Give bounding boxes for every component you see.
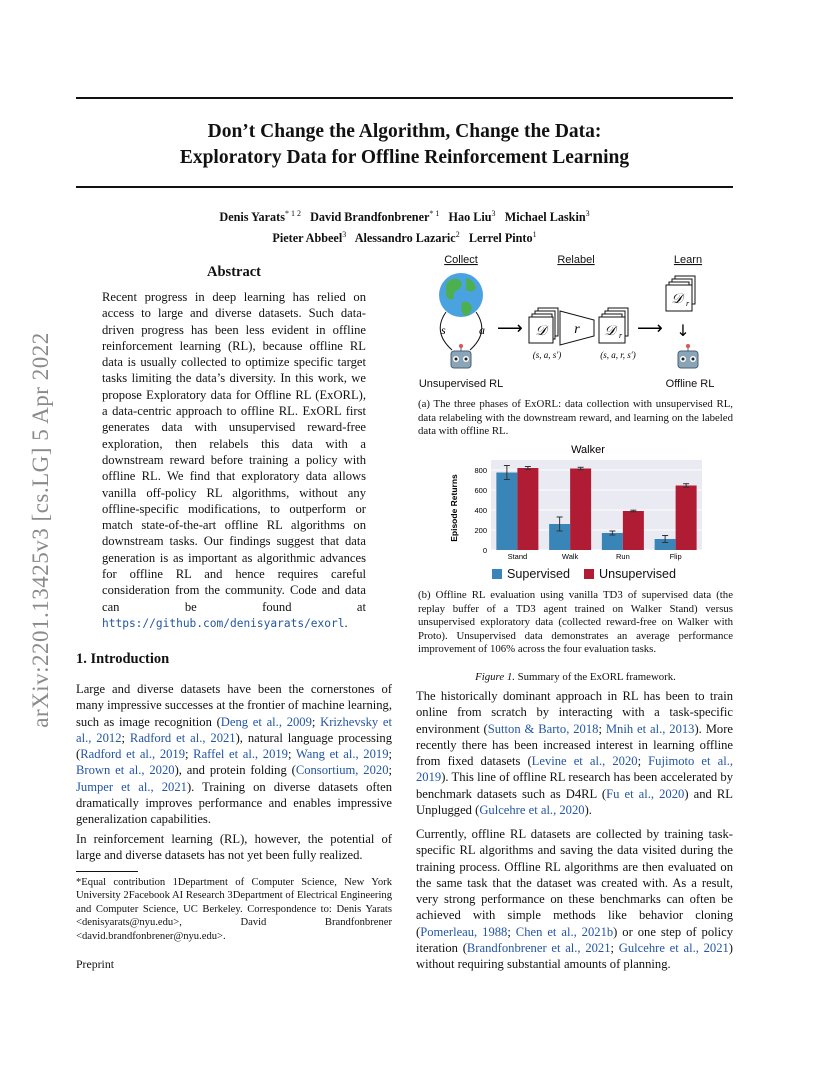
footnote: *Equal contribution 1Department of Computer Science, New York University 2Facebook AI Research 3Department of Electrical Engineering and Computer Science, UC Berkeley. Correspondence to: Denis Yarats <denisyarats@nyu.edu>, David Brandfonbrener <david.brandfonbrener@nyu.edu>. — [76, 877, 392, 942]
caption-a: (a) The three phases of ExORL: data collection with unsupervised RL, data relabeling with the downstream reward, and learning on the labeled data with offline RL. — [418, 398, 733, 438]
author: Michael Laskin — [504, 210, 586, 225]
author: Denis Yarats — [219, 210, 285, 225]
collect-label: Collect — [444, 254, 478, 266]
y-axis-label: Episode Returns — [449, 474, 459, 542]
top-rule — [76, 97, 733, 99]
footnote-rule — [76, 871, 138, 872]
citation-link[interactable]: Sutton & Barto, 2018 — [487, 721, 599, 736]
bottom-rule — [76, 186, 733, 188]
citation-link[interactable]: Consortium, 2020 — [295, 763, 389, 778]
author: Lerrel Pinto — [468, 231, 533, 246]
section-heading: 1. Introduction — [76, 651, 170, 667]
bar-unsupervised-walk — [570, 469, 591, 551]
preprint-label: Preprint — [76, 957, 115, 971]
arxiv-stamp — [30, 310, 52, 750]
y-tick-label: 0 — [482, 546, 487, 555]
bar-unsupervised-flip — [676, 486, 697, 551]
citation-link[interactable]: Levine et al., 2020 — [531, 754, 638, 769]
author-affiliation: 3 — [585, 209, 590, 218]
reward-symbol: r — [574, 322, 580, 337]
tuple-label: (s, a, s′) — [532, 350, 562, 360]
tuple-label: (s, a, r, s′) — [600, 350, 636, 360]
y-tick-label: 200 — [474, 526, 487, 535]
citation-link[interactable]: Radford et al., 2019 — [80, 747, 186, 762]
learn-dataset-icon — [666, 276, 695, 311]
dataset-subscript: r — [686, 299, 690, 308]
citation-link[interactable]: Fu et al., 2020 — [606, 786, 685, 801]
arrow-right-icon: ⟶ — [637, 318, 663, 339]
offline-rl-label: Offline RL — [665, 378, 715, 390]
exorl-diagram — [412, 250, 737, 392]
citation-link[interactable]: Gulcehre et al., 2020 — [479, 803, 585, 818]
legend-swatch-unsupervised — [584, 569, 594, 579]
dataset-stack-icon — [529, 308, 558, 343]
citation-link[interactable]: Mnih et al., 2013 — [605, 721, 695, 736]
legend-label-unsupervised: Unsupervised — [599, 567, 677, 581]
abstract-text: Recent progress in deep learning has relied on access to large and diverse datasets. Such data-driven progress has been less evident in offline reinforcement learning (RL), because offline RL data is usually collected to optimize specific target tasks limiting the data’s diversity. In this work, we propose Exploratory data for Offline RL (ExORL), a data-centric approach to offline RL. ExORL first generates data with unsupervised reward-free exploration, then relabels this data with a downstream reward before training a policy with offline RL. We find that exploratory data allows vanilla off-policy RL algorithms, without any offline-specific modifications, to outperform or match state-of-the-art offline RL algorithms on downstream tasks. Our findings suggest that data generation is as important as algorithmic advances for offline RL and hence requires careful consideration from the community. Code and data can be found at — [102, 290, 366, 614]
bar-unsupervised-run — [623, 511, 644, 550]
figure-caption-text: Summary of the ExORL framework. — [514, 671, 676, 683]
x-tick-label: Stand — [507, 552, 528, 561]
legend-swatch-supervised — [492, 569, 502, 579]
x-tick-label: Flip — [669, 552, 682, 561]
intro-paragraph-1: Large and diverse datasets have been the cornerstones of many impressive successes at the frontier of machine learning, such as image recognition (Deng et al., 2009; Krizhevsky et al., 2012; Radford et al., 2021), natural language processing (Radford et al., 2019; Raffel et al., 2019; Wang et al., 2019; Brown et al., 2020), and protein folding (Consortium, 2020; Jumper et al., 2021). Training on diverse datasets often dramatically improves performance and enables impressive generalization capabilities. — [76, 682, 392, 827]
figure-label: Figure 1. — [475, 671, 515, 683]
author: Alessandro Lazaric — [354, 231, 456, 246]
abstract-heading: Abstract — [207, 264, 261, 280]
intro-paragraph-2: In reinforcement learning (RL), however, the potential of large and diverse datasets has not yet been fully realized. — [76, 832, 392, 863]
learn-label: Learn — [673, 254, 703, 266]
globe-icon — [439, 273, 483, 317]
right-paragraph-1: The historically dominant approach in RL has been to train online from scratch by interacting with a task-specific environment (Sutton & Barto, 2018; Mnih et al., 2013). More recently there has been increased interest in learning offline from fixed datasets (Levine et al., 2020; Fujimoto et al., 2019). This line of offline RL research has been accelerated by benchmark datasets such as D4RL (Fu et al., 2020) and RL Unplugged (Gulcehre et al., 2020). — [416, 689, 733, 818]
citation-link[interactable]: Brown et al., 2020 — [76, 763, 175, 778]
chart-legend — [492, 567, 676, 581]
citation-link[interactable]: Deng et al., 2009 — [220, 714, 312, 729]
author-affiliation: * 1 — [429, 209, 440, 218]
x-tick-label: Run — [615, 552, 630, 561]
author: Hao Liu — [448, 210, 492, 225]
arrow-down-icon: ↓ — [676, 321, 690, 340]
state-label: s — [441, 323, 446, 337]
author-list — [76, 205, 733, 247]
dataset-symbol: 𝒟 — [671, 291, 683, 307]
citation-link[interactable]: Fujimoto et al., 2019 — [416, 754, 733, 785]
dataset-symbol: 𝒟 — [535, 323, 547, 339]
citation-link[interactable]: Wang et al., 2019 — [295, 747, 389, 762]
arrow-right-icon: ⟶ — [497, 318, 523, 339]
title-line-2: Exploratory Data for Offline Reinforcement Learning — [179, 147, 630, 168]
author-affiliation: 3 — [491, 209, 496, 218]
bar-supervised-run — [602, 533, 623, 550]
title-line-1: Don’t Change the Algorithm, Change the Data: — [207, 121, 602, 142]
caption-b: (b) Offline RL evaluation using vanilla TD3 of supervised data (the replay buffer of a TD3 agent trained on Walker Stand) versus unsupervised exploratory data (collected reward-free on Walker with Proto). Unsupervised data demonstrates an average performance improvement of 106% across the four evaluation tasks. — [418, 589, 733, 656]
figure-caption — [418, 671, 733, 683]
legend-label-supervised: Supervised — [507, 567, 571, 581]
relabel-label: Relabel — [557, 254, 595, 266]
citation-link[interactable]: Brandfonbrener et al., 2021 — [466, 941, 611, 956]
paper-title — [76, 119, 733, 171]
x-tick-label: Walk — [561, 552, 579, 561]
unsupervised-rl-label: Unsupervised RL — [418, 378, 504, 390]
code-link[interactable]: https://github.com/denisyarats/exorl — [102, 616, 345, 630]
action-label: a — [479, 323, 485, 337]
arxiv-id: arXiv:2201.13425v3 [cs.LG] 5 Apr 2022 — [28, 332, 53, 728]
dataset-symbol: 𝒟 — [604, 323, 616, 339]
y-tick-label: 600 — [474, 486, 487, 495]
citation-link[interactable]: Pomerleau, 1988 — [420, 924, 508, 939]
citation-link[interactable]: Raffel et al., 2019 — [193, 747, 288, 762]
author-affiliation: 3 — [342, 230, 347, 240]
relabeled-dataset-icon — [599, 308, 628, 343]
robot-icon — [678, 344, 698, 368]
author-affiliation: 1 — [532, 230, 537, 240]
bar-unsupervised-stand — [517, 468, 538, 550]
citation-link[interactable]: Jumper et al., 2021 — [76, 779, 187, 794]
author-affiliation: 2 — [455, 230, 460, 240]
author-affiliation: * 1 2 — [284, 209, 301, 218]
walker-bar-chart — [440, 440, 710, 565]
citation-link[interactable]: Chen et al., 2021b — [515, 924, 614, 939]
right-paragraph-2: Currently, offline RL datasets are collected by training task-specific RL algorithms and saving the data visited during the training process. Offline RL algorithms are then evaluated on the same task that the dataset was created with. As a result, very strong performance on these benchmarks can often be achieved with simple methods like behavior cloning (Pomerleau, 1988; Chen et al., 2021b) or one step of policy iteration (Brandfonbrener et al., 2021; Gulcehre et al., 2021) without requiring substantial amounts of planning. — [416, 827, 733, 972]
citation-link[interactable]: Gulcehre et al., 2021 — [618, 941, 729, 956]
dataset-subscript: r — [619, 331, 623, 340]
y-tick-label: 400 — [474, 506, 487, 515]
bar-supervised-stand — [496, 473, 517, 551]
robot-icon — [451, 344, 471, 368]
author: David Brandfonbrener — [310, 210, 430, 225]
y-tick-label: 800 — [474, 466, 487, 475]
author: Pieter Abbeel — [272, 231, 343, 246]
citation-link[interactable]: Krizhevsky et al., 2012 — [76, 714, 392, 745]
citation-link[interactable]: Radford et al., 2021 — [129, 730, 236, 745]
abstract-body: Recent progress in deep learning has relied on access to large and diverse datasets. Such data-driven progress has been less evident in offline reinforcement learning (RL), because offline RL data is usually collected to optimize specific target tasks limiting the data’s diversity. In this work, we propose Exploratory data for Offline RL (ExORL), a data-centric approach to offline RL. ExORL first generates data with unsupervised reward-free exploration, then relabels this data with a downstream reward before training a policy with offline RL. We find that exploratory data allows vanilla off-policy RL algorithms, without any offline-specific modifications, to outperform or match state-of-the-art offline RL algorithms on downstream tasks. Our findings suggest that data generation is as important as algorithmic advances for offline RL and hence requires careful consideration from the community. Code and data can be found at https://github.com/denisyarats/exorl. — [102, 290, 366, 630]
chart-title: Walker — [571, 444, 605, 456]
